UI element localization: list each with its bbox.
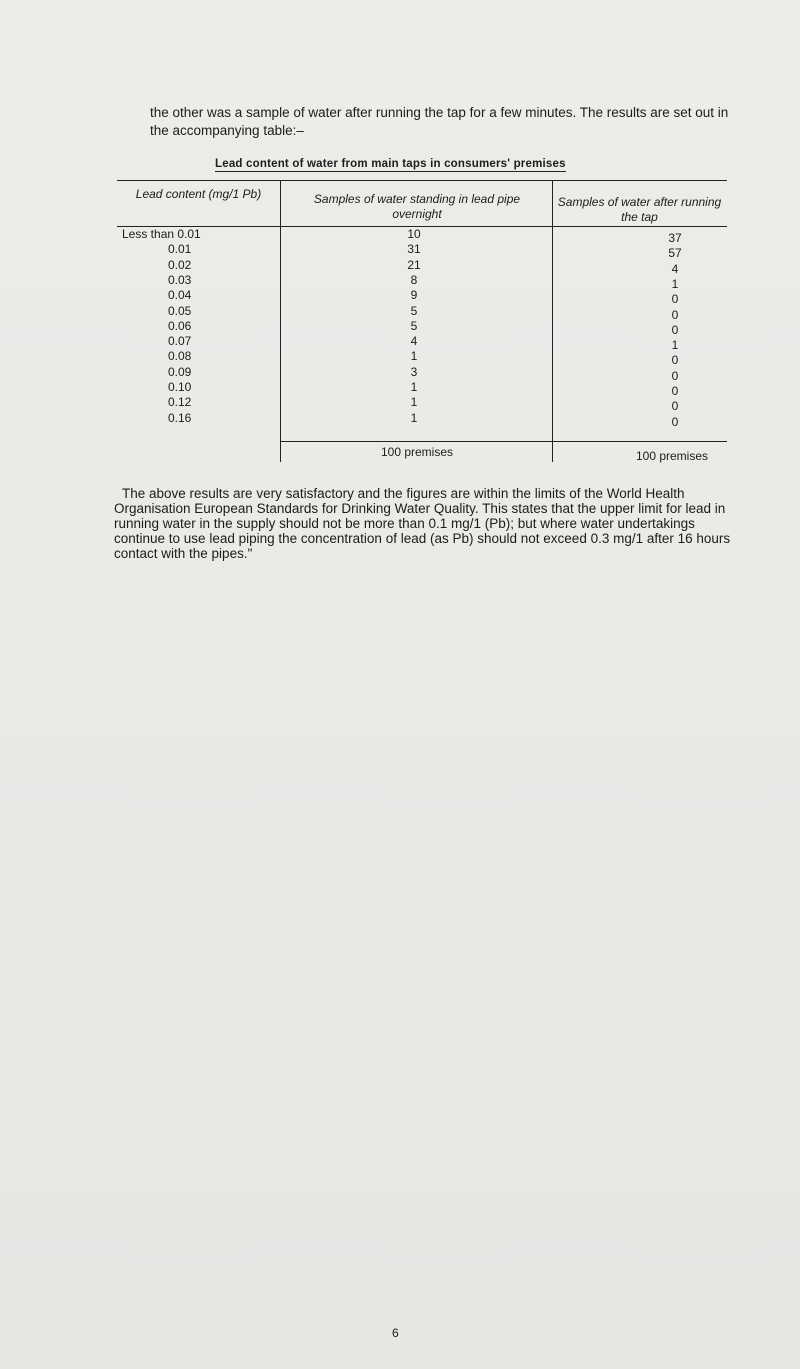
header-rule <box>117 226 727 227</box>
cell-running: 57 <box>668 246 682 261</box>
header-overnight: Samples of water standing in lead pipe overnight <box>313 192 521 221</box>
cell-lead-content: Less than 0.01 <box>122 227 201 241</box>
cell-lead-content: 0.16 <box>168 410 192 425</box>
cell-overnight: 9 <box>410 288 418 303</box>
cell-lead-content: 0.10 <box>168 380 192 394</box>
cell-overnight: 1 <box>410 410 418 425</box>
conclusion-text: The above results are very satisfactory and the figures are within the limits of the World Health Organisation European Standards for Drinking Water Quality. This states that the upper limit for lead in running water in the supply should not be more than 0.1 mg/1 (Pb); but where water undertakings continue to use lead piping the concentration of lead (as Pb) should not exceed 0.3 mg/1 after 16 hours contact with the pipes." <box>114 486 731 561</box>
cell-overnight: 8 <box>410 272 418 287</box>
header-lead-content: Lead content (mg/1 Pb) <box>135 187 262 201</box>
cell-lead-content: 0.02 <box>168 257 192 272</box>
total-overnight: 100 premises <box>380 445 454 459</box>
cell-running: 0 <box>671 292 679 307</box>
cell-running: 0 <box>671 399 679 414</box>
cell-overnight: 21 <box>407 257 421 272</box>
cell-overnight: 31 <box>407 242 421 257</box>
cell-running: 1 <box>671 276 679 291</box>
cell-overnight: 4 <box>410 334 418 349</box>
cell-overnight: 5 <box>410 303 418 318</box>
cell-overnight: 1 <box>410 395 418 410</box>
cell-lead-content: 0.08 <box>168 349 192 364</box>
cell-running: 0 <box>671 384 679 398</box>
header-running: Samples of water after running the tap <box>557 195 722 224</box>
totals-rule <box>280 441 727 442</box>
cell-running: 4 <box>671 261 679 276</box>
intro-paragraph: the other was a sample of water after running the tap for a few minutes. The results are set out in the accompanying table:– <box>150 105 729 138</box>
cell-running: 0 <box>671 368 679 383</box>
cell-running: 0 <box>671 322 679 337</box>
cell-lead-content: 0.03 <box>168 272 192 287</box>
conclusion-paragraph <box>114 486 732 561</box>
cell-overnight: 3 <box>410 364 418 379</box>
cell-lead-content: 0.04 <box>168 288 192 303</box>
table-title: Lead content of water from main taps in consumers' premises <box>215 158 566 170</box>
cell-lead-content: 0.07 <box>168 334 192 349</box>
cell-overnight: 5 <box>410 318 418 333</box>
cell-lead-content: 0.12 <box>168 395 192 410</box>
cell-lead-content: 0.09 <box>168 364 192 379</box>
cell-running: 0 <box>671 414 679 429</box>
cell-running: 0 <box>671 307 679 322</box>
table-top-rule <box>117 180 727 181</box>
cell-lead-content: 0.05 <box>168 303 192 318</box>
cell-lead-content: 0.06 <box>168 318 192 333</box>
cell-running: 0 <box>671 353 679 368</box>
cell-lead-content: 0.01 <box>168 242 192 257</box>
lead-content-table <box>117 180 727 462</box>
cell-running: 1 <box>671 338 679 353</box>
cell-overnight: 10 <box>407 227 421 241</box>
page-number: 6 <box>392 1326 399 1340</box>
cell-running: 37 <box>668 231 682 245</box>
cell-overnight: 1 <box>410 349 418 364</box>
cell-overnight: 1 <box>410 380 418 394</box>
column-divider-2 <box>552 180 553 462</box>
total-running: 100 premises <box>635 449 709 463</box>
